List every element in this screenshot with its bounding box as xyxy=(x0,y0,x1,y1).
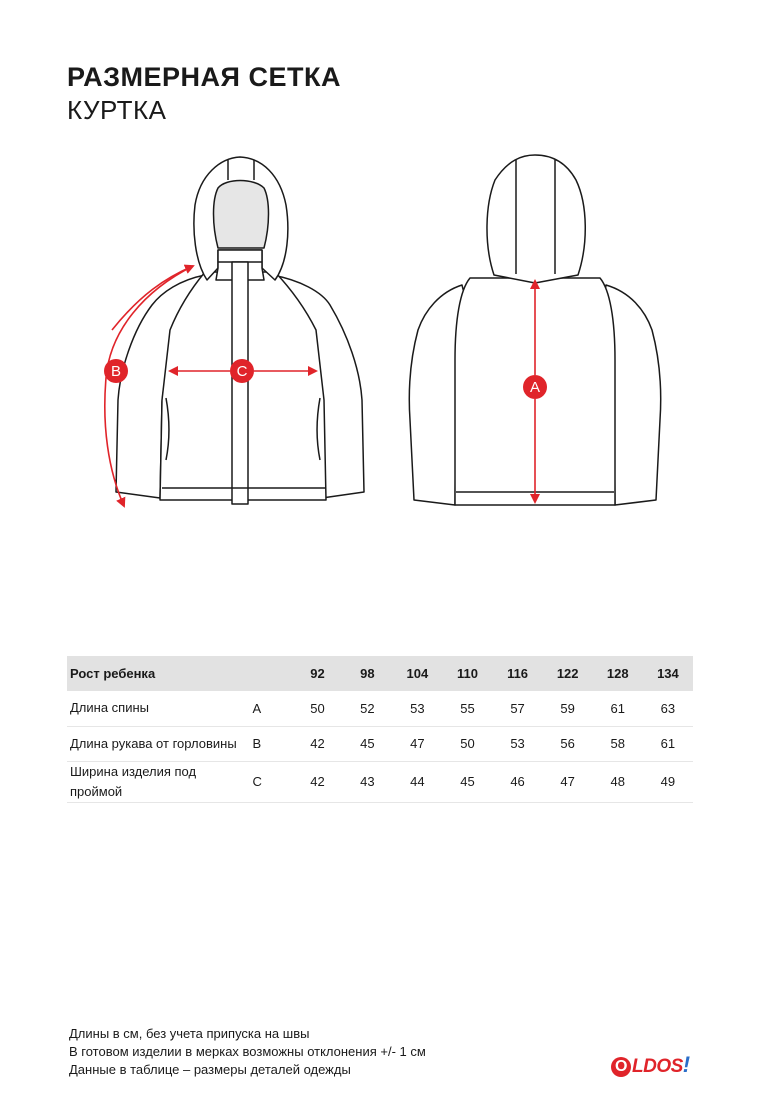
cell-value: 44 xyxy=(410,774,425,789)
jacket-front-view xyxy=(116,157,364,504)
footnote-line: Данные в таблице – размеры деталей одежды xyxy=(69,1062,351,1077)
cell-value: 50 xyxy=(460,736,475,751)
row-code: A xyxy=(252,700,262,716)
size-header-label: Рост ребенка xyxy=(70,665,156,681)
logo-text: LDOS xyxy=(632,1056,683,1077)
cell-value: 49 xyxy=(660,774,676,789)
cell-value: 63 xyxy=(660,700,676,716)
cell-value: 55 xyxy=(460,700,475,716)
cell-value: 45 xyxy=(460,774,475,789)
size-table-header xyxy=(67,656,693,691)
cell-value: 58 xyxy=(610,736,625,751)
cell-value: 42 xyxy=(310,736,325,751)
size-col: 92 xyxy=(310,666,325,681)
row-code: C xyxy=(252,774,262,789)
size-table xyxy=(67,656,693,803)
page-subtitle: КУРТКА xyxy=(67,95,167,125)
size-col: 110 xyxy=(456,666,478,681)
cell-value: 53 xyxy=(510,736,525,751)
table-row xyxy=(67,726,693,761)
marker-c-label: C xyxy=(236,363,248,380)
footnote-line: В готовом изделии в мерках возможны отклонения +/- 1 см xyxy=(69,1044,426,1059)
table-row xyxy=(67,761,693,802)
logo-o-badge: O xyxy=(611,1057,631,1077)
row-name: Ширина изделия под проймой xyxy=(70,763,197,799)
row-name: Длина рукава от горловины xyxy=(70,735,237,751)
size-col: 128 xyxy=(606,666,629,681)
cell-value: 61 xyxy=(660,736,676,751)
row-name: Длина спины xyxy=(70,700,149,716)
cell-value: 52 xyxy=(360,700,375,716)
size-col: 122 xyxy=(556,666,579,681)
cell-value: 42 xyxy=(310,774,325,789)
size-col: 134 xyxy=(657,666,679,681)
cell-value: 56 xyxy=(560,736,575,751)
cell-value: 47 xyxy=(410,736,425,751)
cell-value: 61 xyxy=(610,700,625,716)
cell-value: 48 xyxy=(610,774,625,789)
logo-exclamation: ! xyxy=(682,1052,690,1077)
cell-value: 47 xyxy=(560,774,575,789)
marker-b-label: B xyxy=(110,363,122,380)
table-row xyxy=(67,691,693,726)
cell-value: 57 xyxy=(510,700,525,716)
size-col: 104 xyxy=(406,666,429,681)
front-hood-inner xyxy=(214,181,269,249)
cell-value: 46 xyxy=(510,774,525,789)
front-zip-placket xyxy=(232,262,248,504)
footnote-line: Длины в см, без учета припуска на швы xyxy=(69,1026,310,1041)
size-col: 98 xyxy=(360,666,375,681)
row-code: B xyxy=(252,736,262,751)
cell-value: 53 xyxy=(410,700,425,716)
footnotes xyxy=(69,1025,426,1079)
cell-value: 50 xyxy=(310,700,325,716)
size-col: 116 xyxy=(507,666,529,681)
cell-value: 59 xyxy=(560,700,575,716)
page-title: РАЗМЕРНАЯ СЕТКА xyxy=(67,62,341,92)
back-hood xyxy=(487,155,585,283)
brand-logo xyxy=(611,1052,690,1078)
cell-value: 43 xyxy=(360,774,375,789)
cell-value: 45 xyxy=(360,736,375,751)
marker-a-label: A xyxy=(529,379,541,396)
